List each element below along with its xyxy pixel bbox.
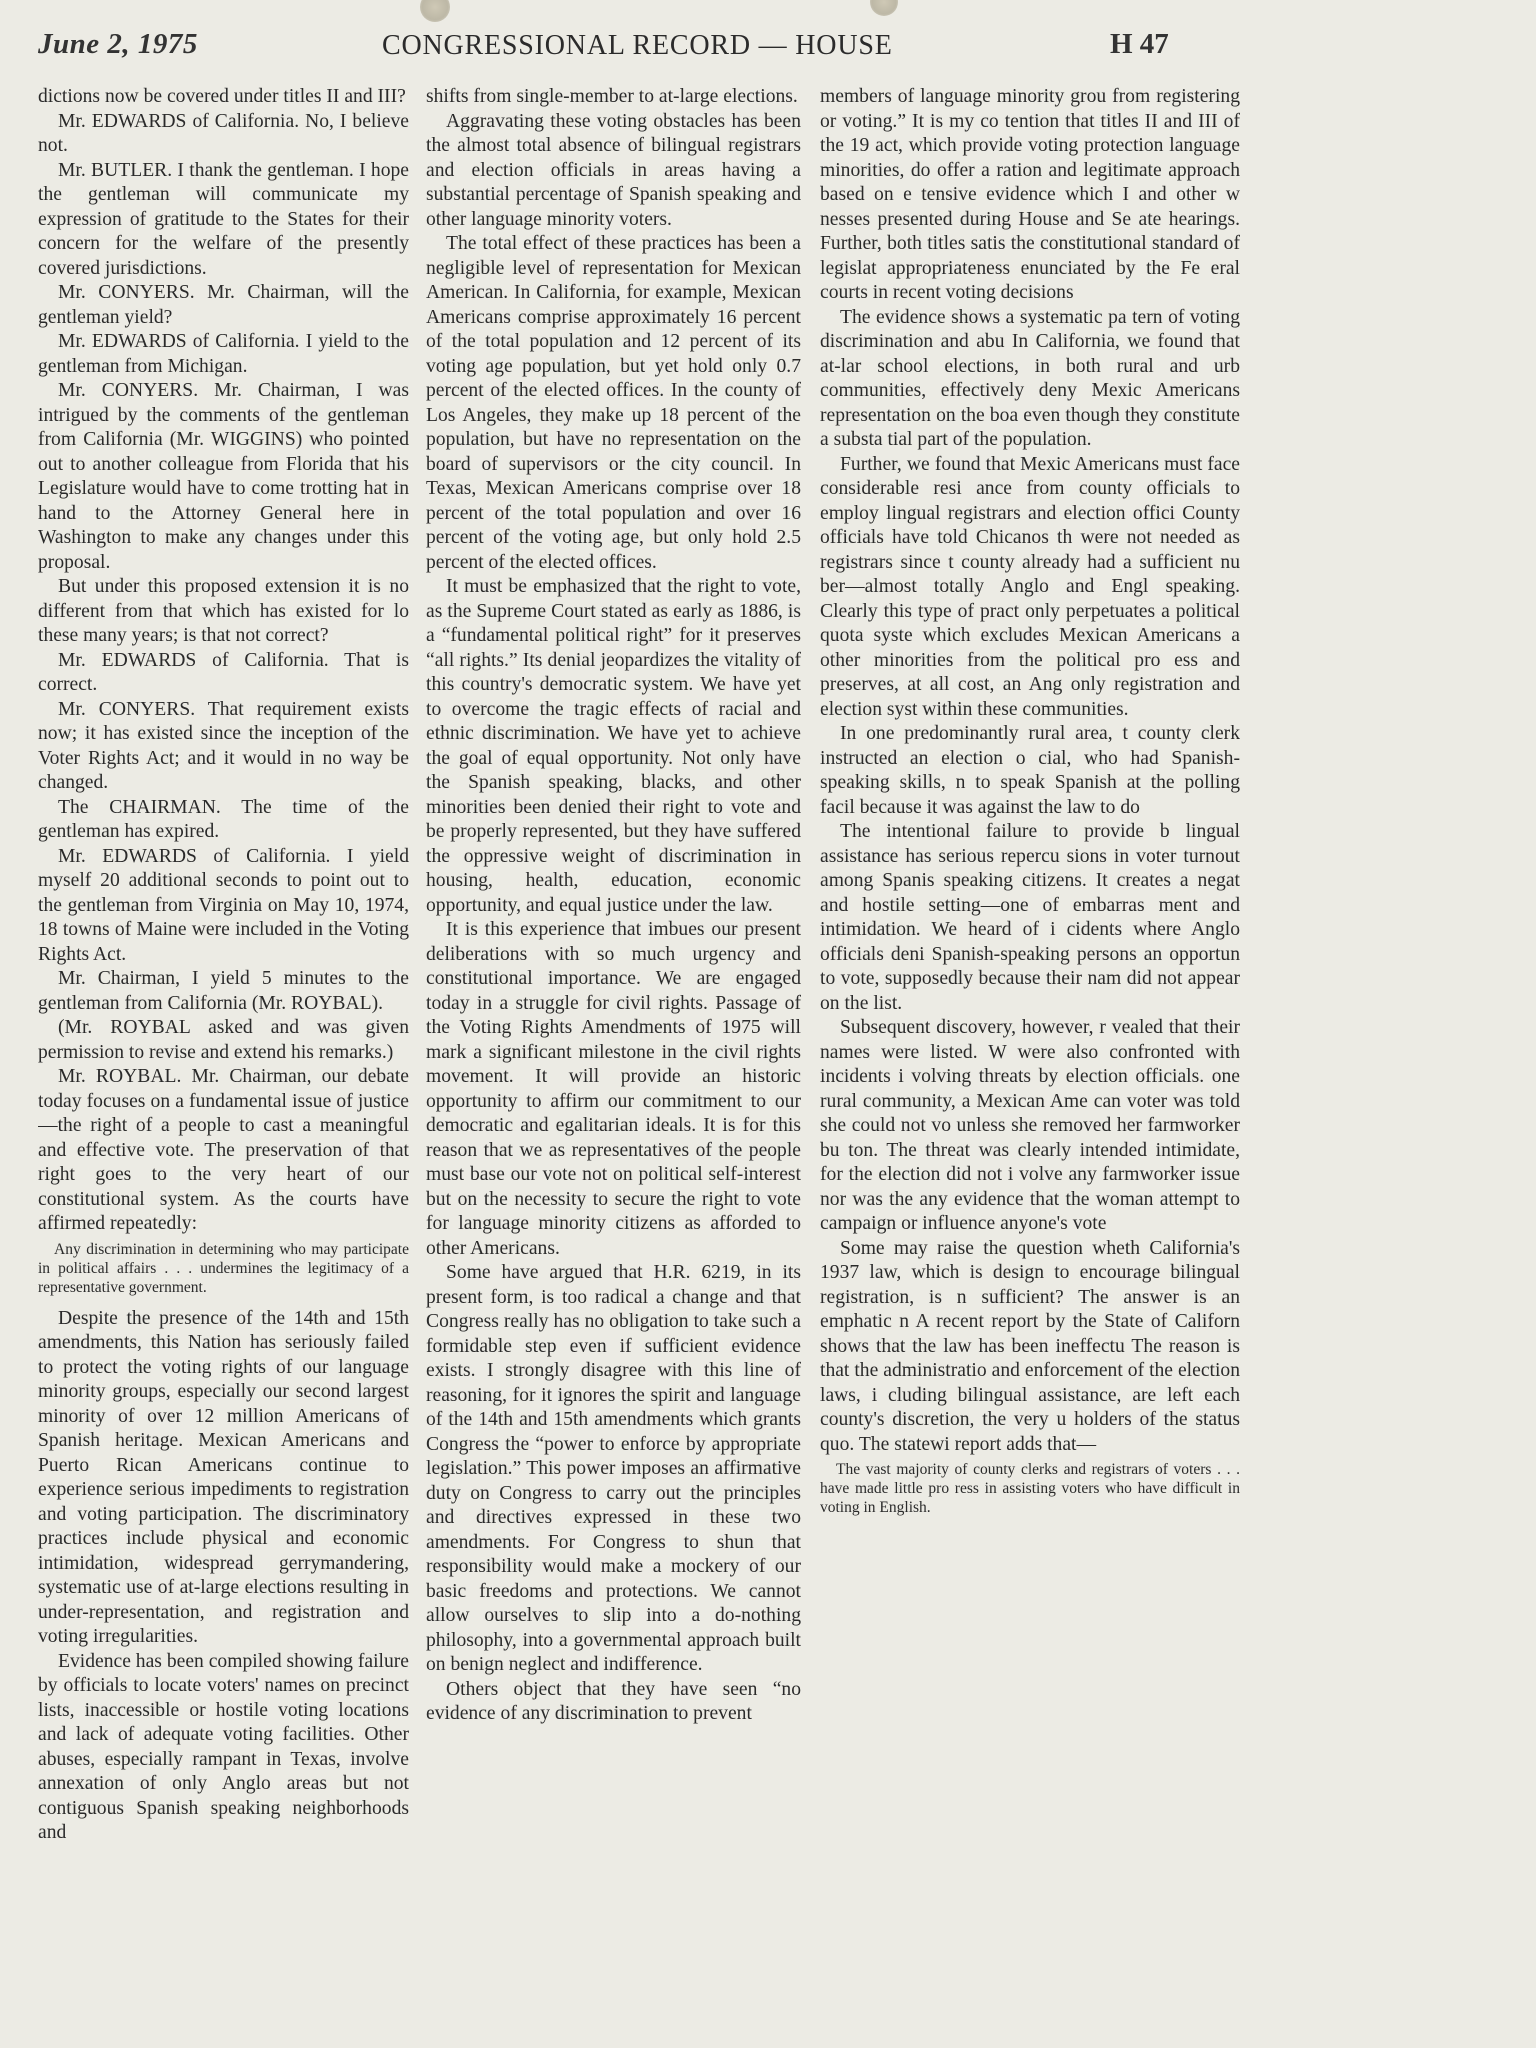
header-date: June 2, 1975 [38,28,198,60]
paragraph: The CHAIRMAN. The time of the gentleman has expired. [38,796,409,842]
paragraph: Evidence has been compiled showing failure by officials to locate voters' names on precinct lists, inaccessible or hostile voting locations and lack of adequate voting facilities. Other abuses, especially rampant in Texas, involve annexation of only Anglo areas but not contiguous Spanish speaking neighborhoods and [38,1650,409,1843]
paragraph: It is this experience that imbues our present deliberations with so much urgency and constitutional importance. We are engaged today in a struggle for civil rights. Passage of the Voting Rights Amendments of 1975 will mark a significant milestone in the civil rights movement. It will provide an historic opportunity to affirm our commitment to our democratic and egalitarian ideals. It is for this reason that we as representatives of the people must base our vote not on political self-interest but on the necessity to secure the right to vote for language minority citizens as afforded to other Americans. [426,919,801,1259]
header-title: CONGRESSIONAL RECORD — HOUSE [382,30,893,61]
block-quote: Any discrimination in determining who may participate in political affairs . . . undermines the legitimacy of a representative government. [38,1240,409,1296]
paragraph: In one predominantly rural area, t county clerk instructed an election o cial, who had Spanish-speaking skills, n to speak Spanish at the polling facil because it was against the law to do [820,723,1240,818]
paragraph: Despite the presence of the 14th and 15th amendments, this Nation has seriously failed to protect the voting rights of our language minority groups, especially our second largest minority of over 12 million Americans of Spanish heritage. Mexican Americans and Puerto Rican Americans continue to experience serious impediments to registration and voting participation. The discriminatory practices include physical and economic intimidation, widespread gerrymandering, systematic use of at-large elections resulting in under-representation, and registration and voting irregularities. [38,1307,409,1647]
block-quote: The vast majority of county clerks and registrars of voters . . . have made little pro ress in assisting voters who have difficult in voting in English. [820,1461,1240,1516]
paragraph: The evidence shows a systematic pa tern of voting discrimination and abu In California, we found that at-lar school elections, in both rural and urb communities, effectively deny Mexic Americans representation on the boa even though they constitute a substa tial part of the population. [820,306,1240,450]
paragraph: Mr. ROYBAL. Mr. Chairman, our debate today focuses on a fundamental issue of justice—the right of a people to cast a meaningful and effective vote. The preservation of that right goes to the very heart of our constitutional system. As the courts have affirmed repeatedly: [38,1066,409,1234]
paragraph: Aggravating these voting obstacles has been the almost total absence of bilingual registrars and election officials in areas having a substantial percentage of Spanish speaking and other language minority voters. [426,110,801,230]
header-page-number: H 47 [1110,28,1169,60]
paragraph: Subsequent discovery, however, r vealed that their names were listed. W were also confronted with incidents i volving threats by election officials. one rural community, a Mexican Ame can voter was told she could not vo unless she removed her farmworker bu ton. The threat was clearly intended intimidate, for the election did not i volve any farmworker issue nor was the any evidence that the woman attempt to campaign or influence anyone's vote [820,1017,1240,1234]
paragraph: members of language minority grou from registering or voting.” It is my co tention that titles II and III of the 19 act, which provide voting protection language minorities, do offer a ration and legitimate approach based on e tensive evidence which I and other w nesses presented during House and Se ate hearings. Further, both titles satis the constitutional standard of legislat appropriateness enunciated by the Fe eral courts in recent voting decisions [820,86,1240,303]
paragraph: shifts from single-member to at-large elections. [426,86,798,107]
paragraph: Others object that they have seen “no evidence of any discrimination to prevent [426,1678,801,1724]
binding-hole [420,0,450,22]
paragraph: Mr. CONYERS. That requirement exists now; it has existed since the inception of the Voter Rights Act; and it would in no way be changed. [38,698,409,793]
paragraph: Mr. CONYERS. Mr. Chairman, will the gentleman yield? [38,282,409,328]
paragraph: Mr. CONYERS. Mr. Chairman, I was intrigued by the comments of the gentleman from California (Mr. WIGGINS) who pointed out to another colleague from Florida that his Legislature would have to come trotting hat in hand to the Attorney General here in Washington to make any changes under this proposal. [38,380,409,573]
text-column-2 [426,85,801,2045]
paragraph: (Mr. ROYBAL asked and was given permission to revise and extend his remarks.) [38,1017,409,1063]
paragraph: Some may raise the question wheth California's 1937 law, which is design to encourage bilingual registration, is n sufficient? The answer is an emphatic n A recent report by the State of Californ shows that the law has been ineffectu The reason is that the administratio and enforcement of the election laws, i cluding bilingual assistance, are left each county's discretion, the very u holders of the status quo. The statewi report adds that— [820,1237,1240,1455]
paragraph: Mr. EDWARDS of California. No, I believe not. [38,110,409,156]
paragraph: But under this proposed extension it is no different from that which has existed for lo these many years; is that not correct? [38,576,409,646]
binding-hole [870,0,898,16]
paragraph: The intentional failure to provide b lingual assistance has serious repercu sions in voter turnout among Spanis speaking citizens. It creates a negat and hostile setting—one of embarras ment and intimidation. We heard of i cidents where Anglo officials deni Spanish-speaking persons an opportun to vote, supposedly because their nam did not appear on the list. [820,821,1240,1014]
paragraph: Some have argued that H.R. 6219, in its present form, is too radical a change and that Congress really has no obligation to take such a formidable step even if sufficient evidence exists. I strongly disagree with this line of reasoning, for it ignores the spirit and language of the 14th and 15th amendments which grants Congress the “power to enforce by appropriate legislation.” This power imposes an affirmative duty on Congress to carry out the principles and directives expressed in these two amendments. For Congress to shun that responsibility would make a mockery of our basic freedoms and protections. We cannot allow ourselves to slip into a do-nothing philosophy, into a governmental approach built on benign neglect and indifference. [426,1262,801,1675]
paragraph: Further, we found that Mexic Americans must face considerable resi ance from county officials to employ lingual registrars and election offici County officials have told Chicanos th were not needed as registrars since t county already had a sufficient nu ber—almost totally Anglo and Engl speaking. Clearly this type of pract only perpetuates a political quota syste which excludes Mexican Americans a other minorities from the political pro ess and preserves, at all cost, an Ang only registration and election syst within these communities. [820,453,1240,720]
paragraph: The total effect of these practices has been a negligible level of representation for Mexican American. In California, for example, Mexican Americans comprise approximately 16 percent of the total population and 12 percent of its voting age population, but yet hold only 0.7 percent of the elected offices. In the county of Los Angeles, they make up 18 percent of the population, but have no representation on the board of supervisors or the city council. In Texas, Mexican Americans comprise over 18 percent of the total population and over 16 percent of the voting age, but only hold 2.5 percent of the elected offices. [426,233,801,573]
text-column-3 [820,85,1240,2045]
paragraph: dictions now be covered under titles II and III? [38,86,406,107]
paragraph: Mr. BUTLER. I thank the gentleman. I hope the gentleman will communicate my expression of gratitude to the States for their concern for the welfare of the presently covered jurisdictions. [38,159,409,279]
paragraph: Mr. EDWARDS of California. That is correct. [38,649,409,695]
paragraph: Mr. Chairman, I yield 5 minutes to the gentleman from California (Mr. ROYBAL). [38,968,409,1014]
paragraph: Mr. EDWARDS of California. I yield myself 20 additional seconds to point out to the gentleman from Virginia on May 10, 1974, 18 towns of Maine were included in the Voting Rights Act. [38,845,409,965]
paragraph: Mr. EDWARDS of California. I yield to the gentleman from Michigan. [38,331,409,377]
text-column-1 [38,85,409,2045]
paragraph: It must be emphasized that the right to vote, as the Supreme Court stated as early as 1886, is a “fundamental political right” for it preserves “all rights.” Its denial jeopardizes the vitality of this country's democratic system. We have yet to overcome the tragic effects of racial and ethnic discrimination. We have yet to achieve the goal of equal opportunity. Not only have the Spanish speaking, blacks, and other minorities been denied their right to vote and be properly represented, but they have suffered the oppressive weight of discrimination in housing, health, education, economic opportunity, and equal justice under the law. [426,576,801,916]
page-header [38,22,1536,68]
